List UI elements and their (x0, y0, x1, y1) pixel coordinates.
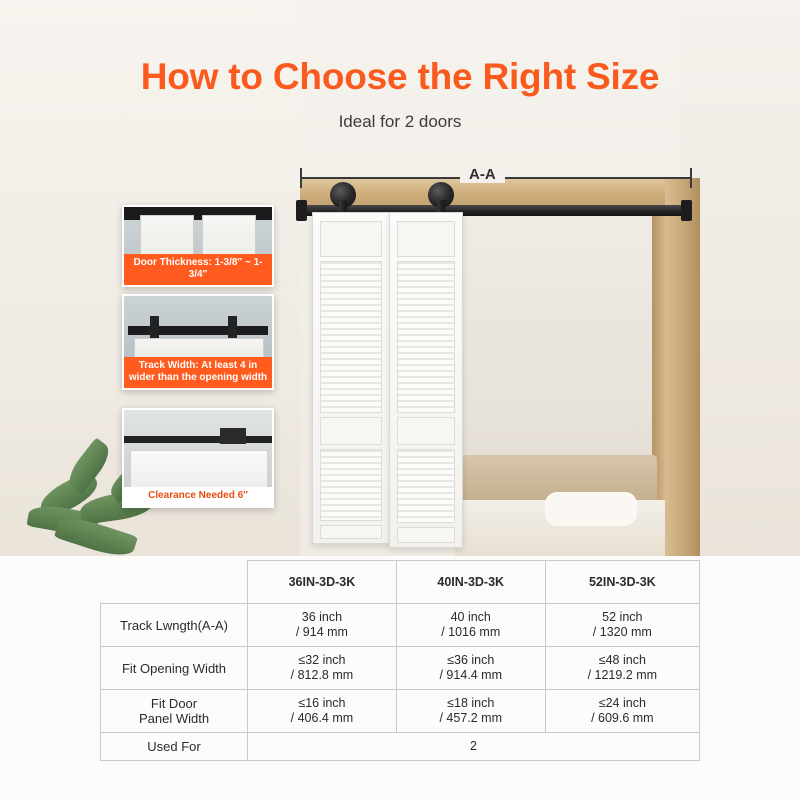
spec-table-wrapper (100, 560, 700, 761)
row-label-fit-door-panel-width (101, 690, 248, 733)
cell-value-inch: ≤36 inch (447, 653, 495, 667)
callout-line-1: Door Thickness: (133, 257, 212, 268)
cell-used-for-value: 2 (248, 733, 700, 761)
cell-value-mm: / 457.2 mm (439, 711, 502, 725)
door-panel-right (389, 212, 463, 548)
dimension-line-aa (300, 168, 692, 188)
cell-value-inch: ≤16 inch (298, 696, 346, 710)
cell-value-inch: ≤48 inch (598, 653, 646, 667)
table-header-model-2: 40IN-3D-3K (396, 561, 545, 604)
cell-value-mm: / 812.8 mm (290, 668, 354, 682)
cell-value-inch: 52 inch (602, 610, 643, 624)
table-row (101, 733, 700, 761)
callout-track-width (122, 294, 274, 390)
table-row-header (101, 561, 700, 604)
callout-caption-clearance (124, 487, 272, 506)
table-header-model-1: 36IN-3D-3K (248, 561, 397, 604)
cell-panel-width-2 (396, 690, 545, 733)
cell-value-mm: / 1016 mm (441, 625, 501, 639)
dimension-label: A-A (460, 166, 505, 183)
cell-value-inch: 40 inch (450, 610, 491, 624)
cell-value-inch: ≤32 inch (298, 653, 346, 667)
cell-value-inch: 36 inch (301, 610, 343, 624)
cell-panel-width-3 (545, 690, 699, 733)
callout-line-1: Track Width: (138, 360, 199, 371)
cell-value-mm: / 1320 mm (592, 625, 652, 639)
table-header-blank (101, 561, 248, 604)
callout-caption-door-thickness (124, 254, 272, 285)
cell-value-inch: ≤24 inch (598, 696, 646, 710)
table-row (101, 647, 700, 690)
pillow (545, 492, 637, 526)
door-panel-left (312, 212, 390, 544)
row-label-used-for: Used For (101, 733, 248, 761)
cell-opening-width-1 (248, 647, 397, 690)
cell-value-mm: / 406.4 mm (290, 711, 354, 725)
cell-value-mm: / 914 mm (295, 625, 348, 639)
page-subtitle: Ideal for 2 doors (338, 112, 462, 131)
door-frame-right (665, 178, 700, 556)
cell-opening-width-3 (545, 647, 699, 690)
cell-opening-width-2 (396, 647, 545, 690)
callout-line-3: the opening width (181, 372, 268, 383)
row-label-line-2: Panel Width (138, 711, 210, 726)
page-title: How to Choose the Right Size (140, 56, 660, 97)
cell-panel-width-1 (248, 690, 397, 733)
callout-line-2: At least 4 in wider than (128, 360, 258, 383)
row-label-track-length: Track Lwngth(A-A) (101, 604, 248, 647)
cell-track-length-3 (545, 604, 699, 647)
cell-track-length-1 (248, 604, 397, 647)
track-end-left (296, 200, 307, 221)
track-end-right (681, 200, 692, 221)
callout-line-2: 1-3/8'' ~ 1-3/4'' (188, 257, 263, 280)
spec-table (100, 560, 700, 761)
callout-clearance (122, 408, 274, 508)
callout-door-thickness (122, 205, 274, 287)
cell-value-mm: / 914.4 mm (439, 668, 502, 682)
table-row (101, 604, 700, 647)
row-label-fit-opening-width: Fit Opening Width (101, 647, 248, 690)
cell-value-inch: ≤18 inch (447, 696, 495, 710)
table-header-model-3: 52IN-3D-3K (545, 561, 699, 604)
cell-track-length-2 (396, 604, 545, 647)
cell-value-mm: / 1219.2 mm (587, 668, 658, 682)
callout-line-1: Clearance Needed 6'' (148, 490, 248, 501)
table-row (101, 690, 700, 733)
row-label-line-1: Fit Door (150, 696, 198, 711)
cell-value-mm: / 609.6 mm (591, 711, 654, 725)
callout-caption-track-width (124, 357, 272, 388)
